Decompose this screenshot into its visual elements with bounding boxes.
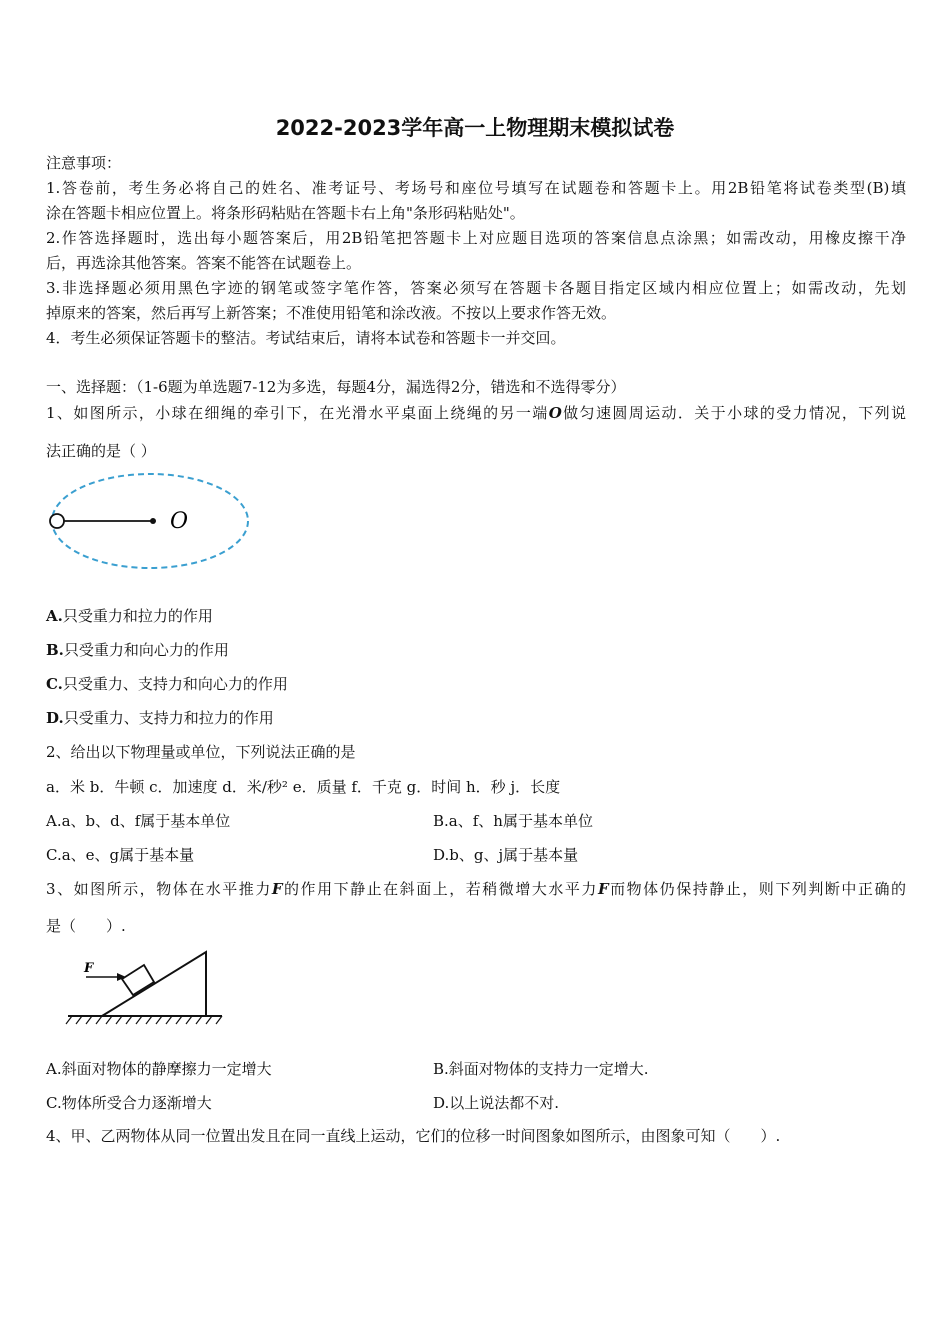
notice-heading: 注意事项： — [46, 154, 122, 172]
ground-hatch — [66, 1016, 222, 1024]
question-1-stem-cont: 法正确的是（ ） — [46, 442, 156, 460]
notice-line: 涂在答题卡相应位置上。将条形码粘贴在答题卡右上角"条形码粘贴处"。 — [46, 204, 525, 222]
option-d: D.以上说法都不对. — [433, 1094, 560, 1112]
incline-figure — [60, 948, 235, 1030]
notice-line: 3.非选择题必须用黑色字迹的钢笔或签字笔作答，答案必须写在答题卡各题目指定区域内相应位置上；如需改动，先划 — [46, 279, 906, 297]
block — [122, 965, 154, 995]
option-d: D.只受重力、支持力和拉力的作用 — [46, 709, 274, 727]
option-b: B.只受重力和向心力的作用 — [46, 641, 229, 659]
notice-line: 1.答卷前，考生务必将自己的姓名、准考证号、考场号和座位号填写在试题卷和答题卡上。用2B铅笔将试卷类型(B)填 — [46, 179, 906, 197]
question-4-stem: 4、甲、乙两物体从同一位置出发且在同一直线上运动，它们的位移一时间图象如图所示，由图象可知（ ）. — [46, 1127, 781, 1145]
circular-motion-figure — [40, 468, 260, 578]
question-3-stem-cont: 是（ ）. — [46, 917, 126, 935]
incline — [102, 952, 206, 1016]
section-heading: 一、选择题：（1-6题为单选题7-12为多选，每题4分，漏选得2分，错选和不选得零分） — [46, 378, 626, 396]
ball — [50, 514, 64, 528]
force-label: F — [84, 961, 94, 976]
notice-line: 2.作答选择题时，选出每小题答案后，用2B铅笔把答题卡上对应题目选项的答案信息点涂黑；如需改动，用橡皮擦干净 — [46, 229, 906, 247]
notice-line: 后，再选涂其他答案。答案不能答在试题卷上。 — [46, 254, 362, 272]
option-c: C.物体所受合力逐渐增大 — [46, 1094, 212, 1112]
option-a: A.a、b、d、f属于基本单位 — [46, 812, 231, 830]
option-b: B.a、f、h属于基本单位 — [433, 812, 593, 830]
option-a: A.斜面对物体的静摩擦力一定增大 — [46, 1060, 272, 1078]
notice-line: 4．考生必须保证答题卡的整洁。考试结束后，请将本试卷和答题卡一并交回。 — [46, 329, 566, 347]
center-label: O — [170, 509, 189, 534]
notice-line: 掉原来的答案，然后再写上新答案；不准使用铅笔和涂改液。不按以上要求作答无效。 — [46, 304, 617, 322]
option-c: C.只受重力、支持力和向心力的作用 — [46, 675, 288, 693]
center-point — [150, 518, 156, 524]
question-2-stem: 2、给出以下物理量或单位，下列说法正确的是 — [46, 743, 356, 761]
question-1-stem: 1、如图所示，小球在细绳的牵引下，在光滑水平桌面上绕绳的另一端O做匀速圆周运动．关于小球的受力情况，下列说 — [46, 404, 906, 422]
option-d: D.b、g、j属于基本量 — [433, 846, 579, 864]
option-b: B.斜面对物体的支持力一定增大. — [433, 1060, 649, 1078]
option-a: A.只受重力和拉力的作用 — [46, 607, 213, 625]
question-2-items: a．米 b．牛顿 c．加速度 d．米/秒² e．质量 f．千克 g．时间 h．秒 j．长度 — [46, 778, 561, 796]
page-title: 2022-2023学年高一上物理期末模拟试卷 — [275, 116, 675, 140]
question-3-stem: 3、如图所示，物体在水平推力F的作用下静止在斜面上，若稍微增大水平力F而物体仍保持静止，则下列判断中正确的 — [46, 880, 906, 898]
option-c: C.a、e、g属于基本量 — [46, 846, 195, 864]
